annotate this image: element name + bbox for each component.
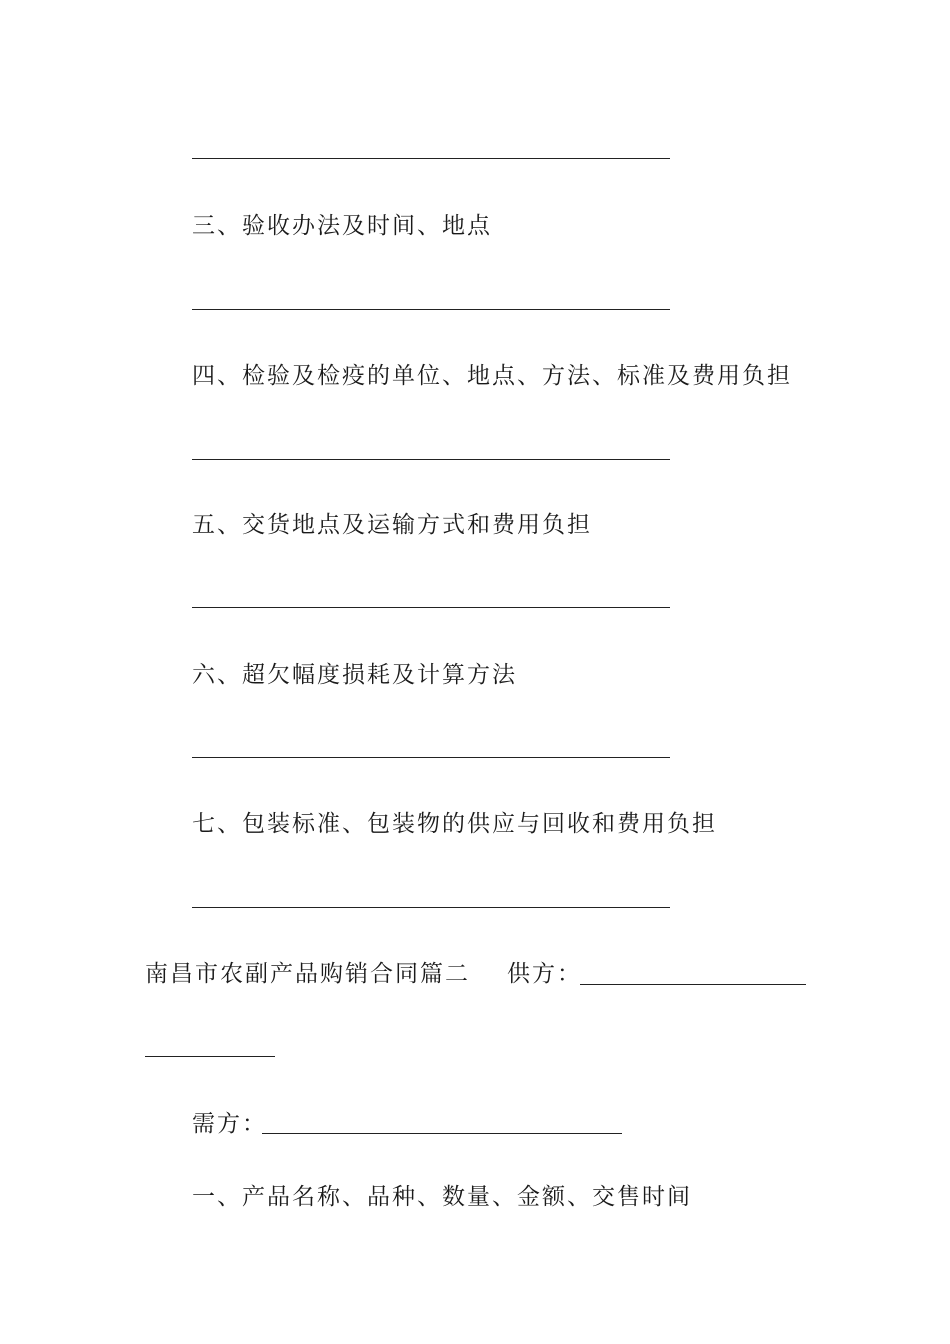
- blank-fill-line: [192, 607, 670, 608]
- contract-title: 南昌市农副产品购销合同篇二: [145, 961, 470, 987]
- supplier-fill-line-continued: [145, 1056, 275, 1057]
- clause-4-heading: 四、检验及检疫的单位、地点、方法、标准及费用负担: [192, 363, 792, 389]
- clause-6-heading: 六、超欠幅度损耗及计算方法: [192, 662, 517, 688]
- clause-7-heading: 七、包装标准、包装物的供应与回收和费用负担: [192, 811, 717, 837]
- blank-fill-line: [192, 757, 670, 758]
- blank-fill-line: [192, 907, 670, 908]
- clause-5-heading: 五、交货地点及运输方式和费用负担: [192, 512, 592, 538]
- clause-1-heading: 一、产品名称、品种、数量、金额、交售时间: [192, 1184, 692, 1210]
- supplier-label: 供方：: [507, 961, 582, 987]
- blank-fill-line: [192, 158, 670, 159]
- supplier-fill-line: [580, 984, 806, 985]
- blank-fill-line: [192, 459, 670, 460]
- buyer-fill-line: [262, 1133, 622, 1134]
- buyer-label: 需方：: [192, 1111, 267, 1137]
- clause-3-heading: 三、验收办法及时间、地点: [192, 213, 492, 239]
- blank-fill-line: [192, 309, 670, 310]
